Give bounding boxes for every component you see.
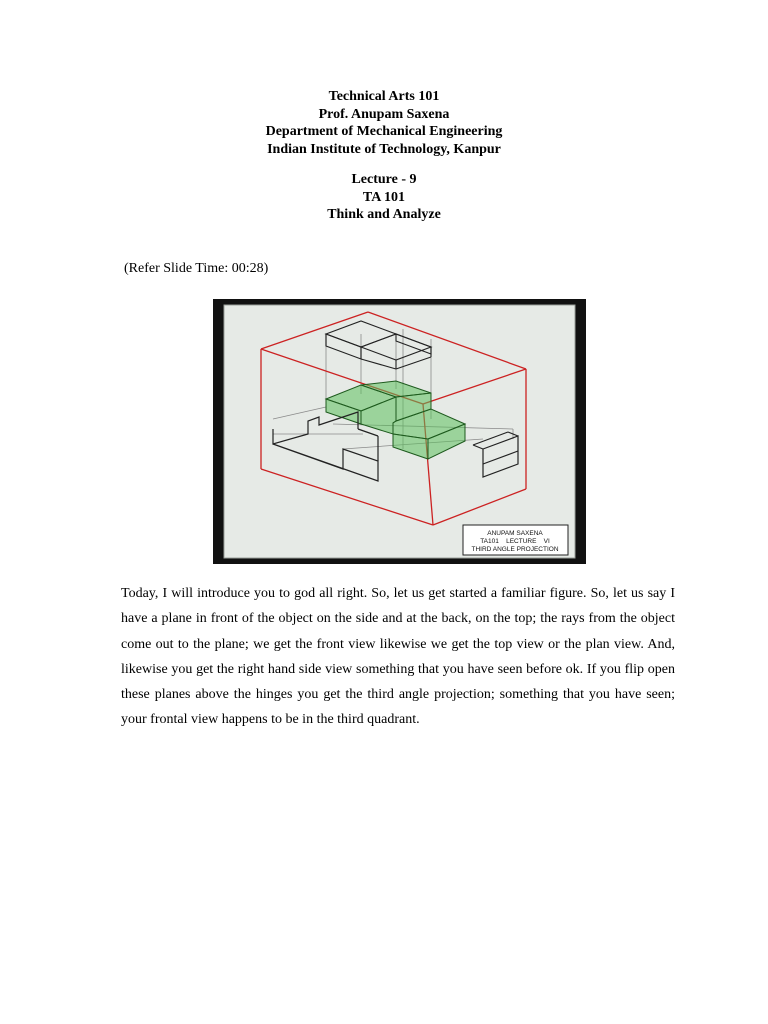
third-angle-projection-drawing	[213, 299, 586, 564]
slide-time-reference: (Refer Slide Time: 00:28)	[124, 261, 269, 276]
document-header	[0, 88, 768, 158]
professor-name: Prof. Anupam Saxena	[318, 106, 450, 122]
caption-line-3: THIRD ANGLE PROJECTION	[471, 546, 559, 553]
lecture-info	[0, 171, 768, 224]
lecture-code: TA 101	[362, 189, 406, 205]
caption-line-1: ANUPAM SAXENA	[487, 530, 543, 537]
institute-name: Indian Institute of Technology, Kanpur	[267, 141, 501, 157]
course-title: Technical Arts 101	[328, 89, 440, 104]
lecture-number: Lecture - 9	[351, 172, 417, 187]
transcript-paragraph: Today, I will introduce you to god all right. So, let us get started a familiar figure. So, let us say I have a plane in front of the object on the side and at the back, on the top; the rays from the object come out to the plane; we get the front view likewise we get the top view or the plan view. And, likewise you get the right hand side view something that you have seen before ok. If you flip open these planes above the hinges you get the third angle projection; something that you have seen; your frontal view happens to be in the third quadrant.	[121, 586, 675, 728]
slide-image	[213, 299, 586, 564]
caption-line-2: TA101 LECTURE VI	[480, 538, 550, 545]
department-name: Department of Mechanical Engineering	[265, 124, 503, 139]
lecture-title: Think and Analyze	[327, 207, 441, 222]
